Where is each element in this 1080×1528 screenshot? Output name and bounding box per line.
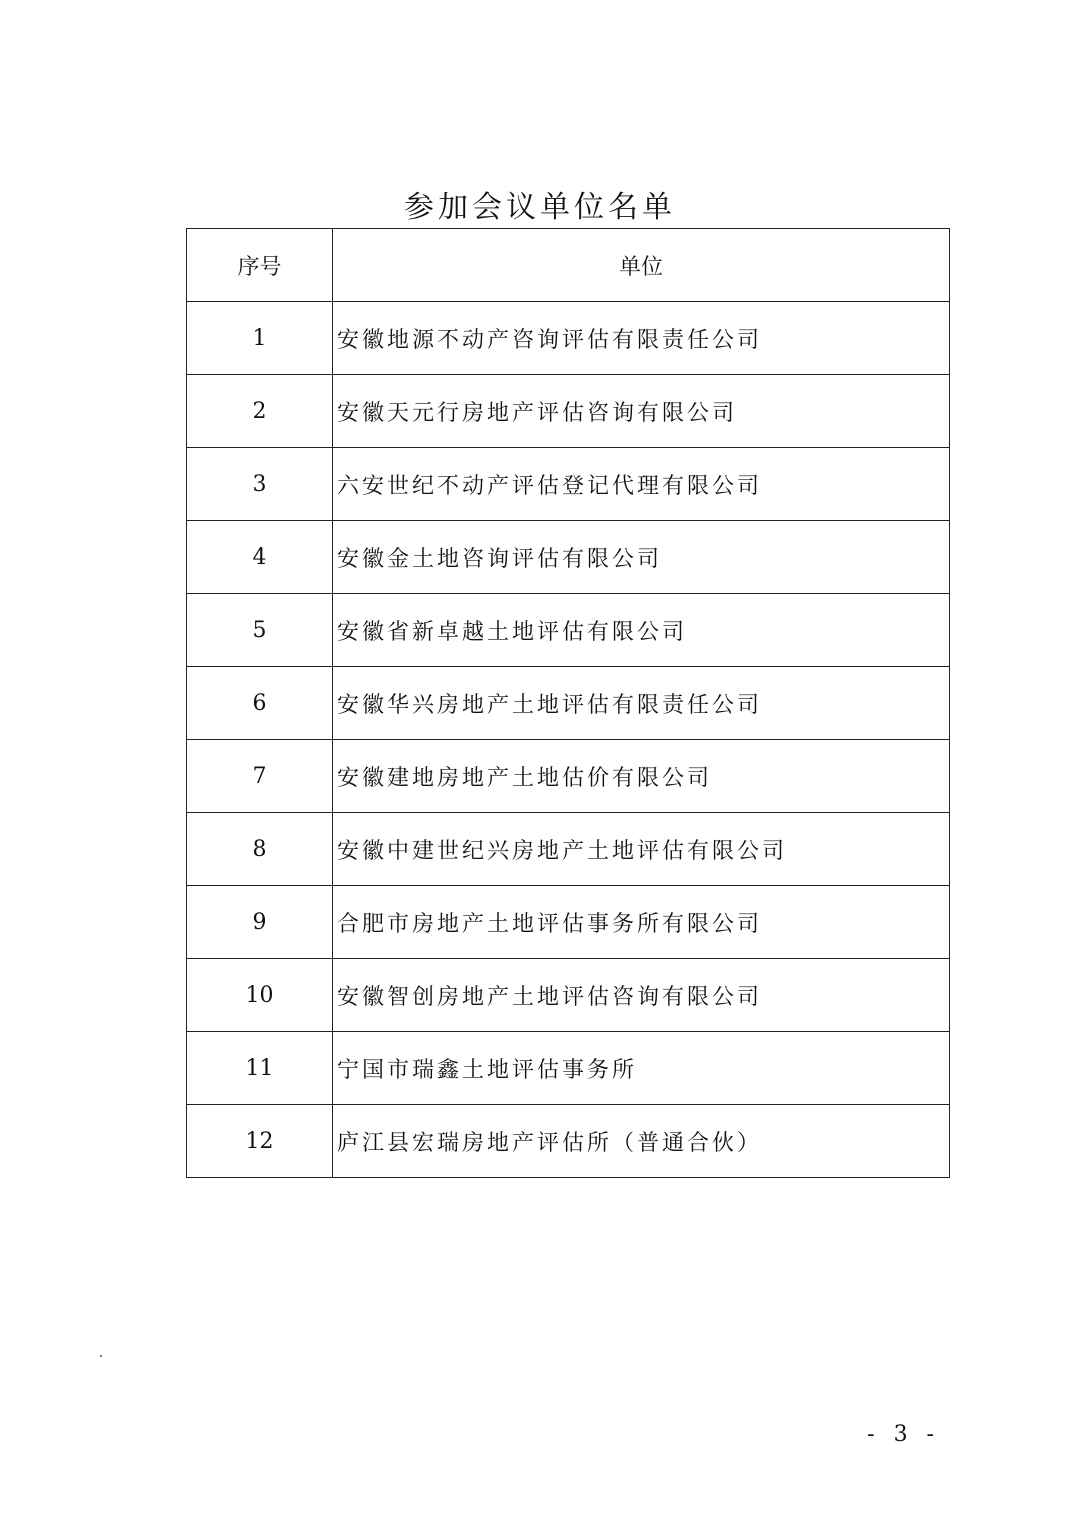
- table-row: [187, 594, 950, 667]
- row-unit-name: 安徽建地房地产土地估价有限公司: [333, 740, 950, 813]
- attendee-units-table: [186, 228, 950, 1178]
- row-serial-number: 11: [187, 1032, 333, 1105]
- table-row: [187, 813, 950, 886]
- row-serial-number: 5: [187, 594, 333, 667]
- row-unit-name: 六安世纪不动产评估登记代理有限公司: [333, 448, 950, 521]
- row-unit-name: 安徽中建世纪兴房地产土地评估有限公司: [333, 813, 950, 886]
- table-row: [187, 448, 950, 521]
- table-header-row: [187, 229, 950, 302]
- table-row: [187, 740, 950, 813]
- row-serial-number: 8: [187, 813, 333, 886]
- row-unit-name: 宁国市瑞鑫土地评估事务所: [333, 1032, 950, 1105]
- row-unit-name: 庐江县宏瑞房地产评估所（普通合伙）: [333, 1105, 950, 1178]
- row-unit-name: 安徽省新卓越土地评估有限公司: [333, 594, 950, 667]
- row-serial-number: 3: [187, 448, 333, 521]
- row-serial-number: 2: [187, 375, 333, 448]
- table-row: [187, 667, 950, 740]
- row-unit-name: 安徽地源不动产咨询评估有限责任公司: [333, 302, 950, 375]
- scan-speck: [100, 1355, 102, 1357]
- table-row: [187, 1032, 950, 1105]
- page-number: - 3 -: [867, 1422, 940, 1447]
- row-serial-number: 12: [187, 1105, 333, 1178]
- row-unit-name: 合肥市房地产土地评估事务所有限公司: [333, 886, 950, 959]
- row-serial-number: 9: [187, 886, 333, 959]
- table-row: [187, 375, 950, 448]
- table-row: [187, 302, 950, 375]
- table-row: [187, 521, 950, 594]
- row-unit-name: 安徽金土地咨询评估有限公司: [333, 521, 950, 594]
- row-serial-number: 4: [187, 521, 333, 594]
- table-row: [187, 959, 950, 1032]
- row-serial-number: 10: [187, 959, 333, 1032]
- table-row: [187, 886, 950, 959]
- row-unit-name: 安徽智创房地产土地评估咨询有限公司: [333, 959, 950, 1032]
- row-unit-name: 安徽天元行房地产评估咨询有限公司: [333, 375, 950, 448]
- row-unit-name: 安徽华兴房地产土地评估有限责任公司: [333, 667, 950, 740]
- row-serial-number: 7: [187, 740, 333, 813]
- page-title: 参加会议单位名单: [404, 190, 676, 225]
- row-serial-number: 1: [187, 302, 333, 375]
- header-serial-number: 序号: [187, 229, 333, 302]
- header-unit: 单位: [333, 229, 950, 302]
- row-serial-number: 6: [187, 667, 333, 740]
- table-body: [187, 302, 950, 1178]
- table-row: [187, 1105, 950, 1178]
